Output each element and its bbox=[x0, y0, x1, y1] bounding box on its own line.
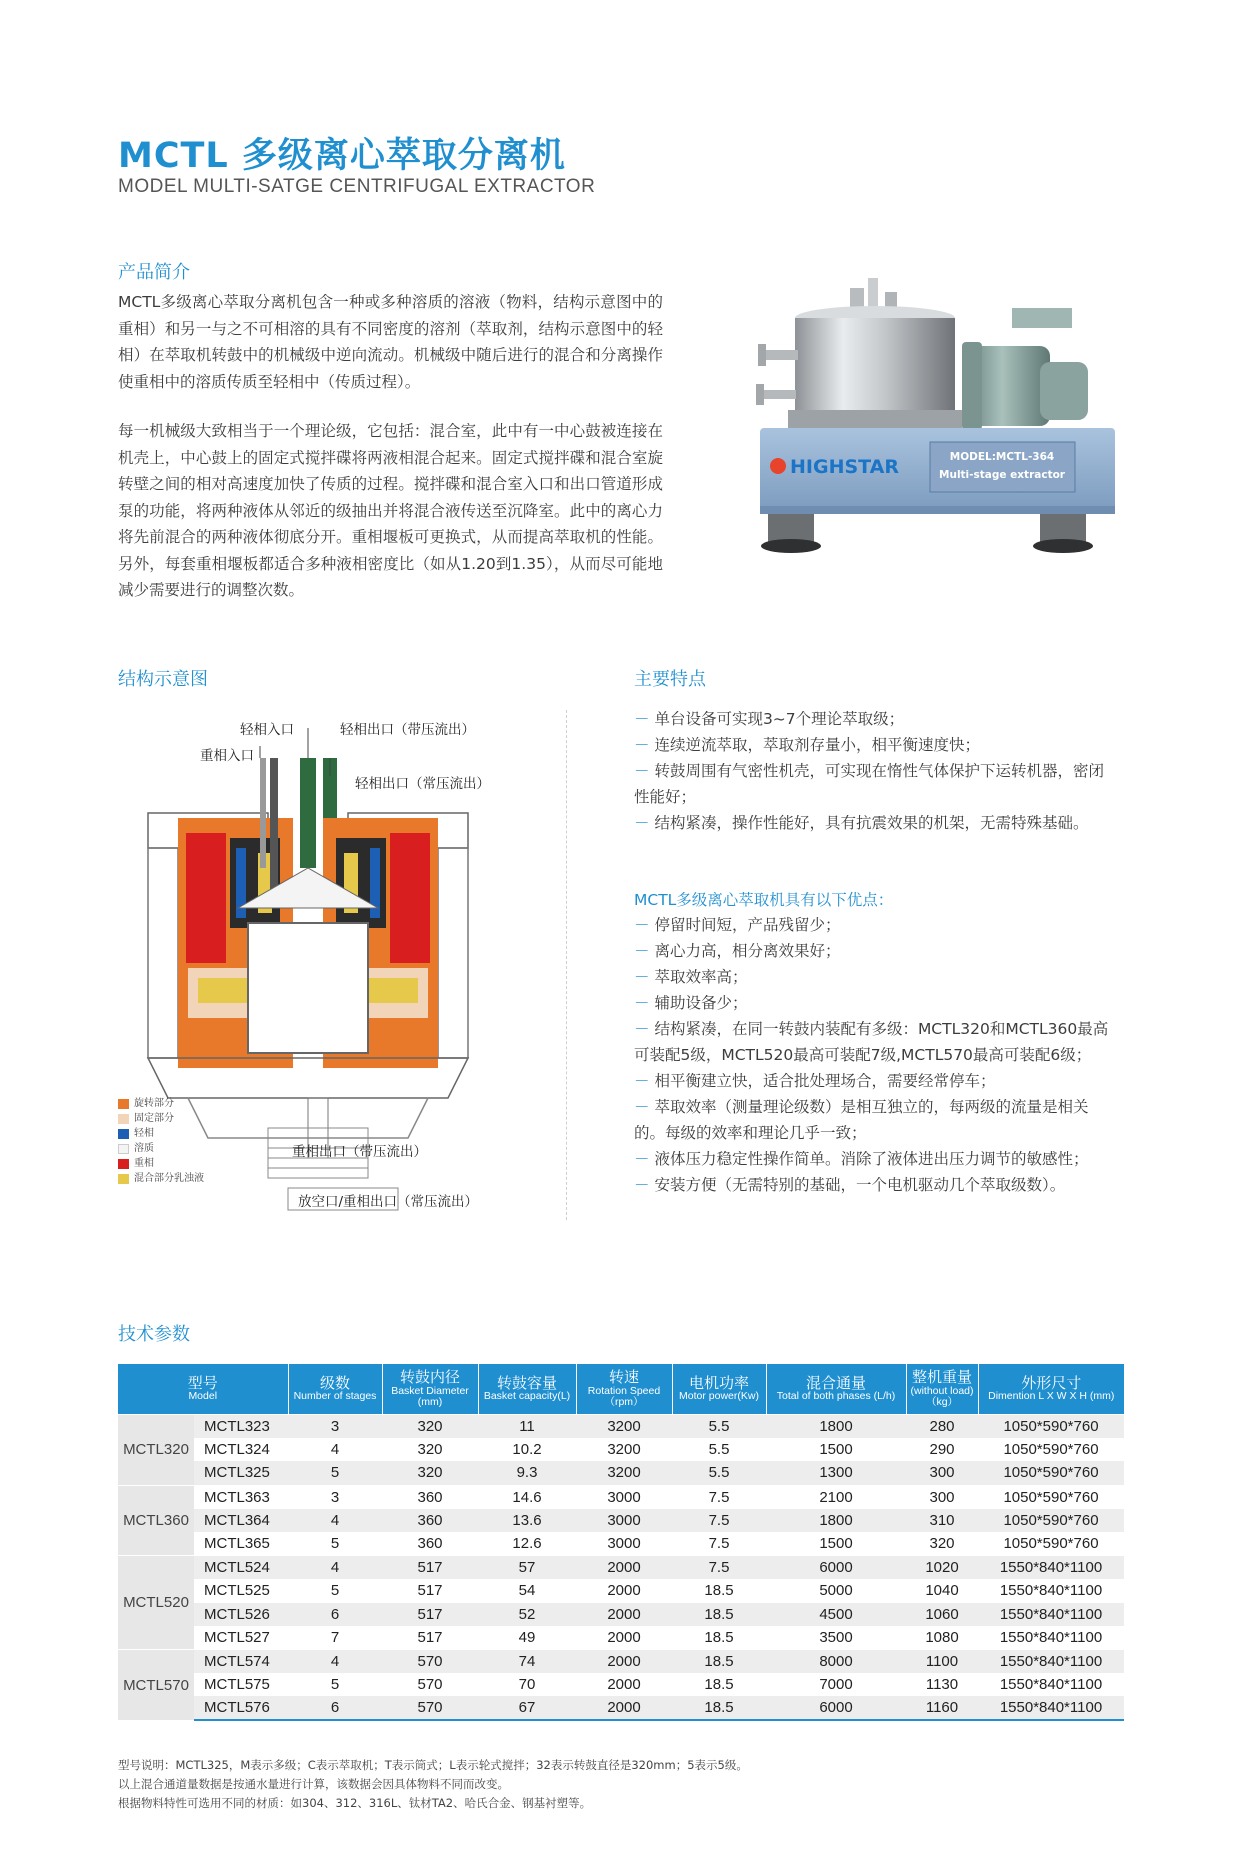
table-cell: 49 bbox=[518, 1628, 536, 1646]
table-cell: 1050*590*760 bbox=[978, 1509, 1124, 1532]
legend-item: 固定部分 bbox=[118, 1111, 204, 1126]
table-cell: 5.5 bbox=[708, 1441, 730, 1459]
table-cell: 2000 bbox=[576, 1649, 672, 1673]
table-cell: 5.5 bbox=[672, 1461, 766, 1485]
note-line: 型号说明：MCTL325，M表示多级；C表示萃取机；T表示筒式；L表示轮式搅拌；32表示转鼓直径是320mm；5表示5级。 bbox=[118, 1758, 748, 1772]
column-header: 混合通量 Total of both phases (L/h) bbox=[766, 1364, 906, 1415]
table-cell: 310 bbox=[906, 1509, 978, 1532]
list-item: － 结构紧凑，操作性能好，具有抗震效果的机架，无需特殊基础。 bbox=[634, 814, 1089, 832]
table-cell: 1300 bbox=[766, 1461, 906, 1485]
model-cell: MCTL363 bbox=[194, 1485, 288, 1509]
table-cell: 300 bbox=[906, 1485, 978, 1509]
features-heading: 主要特点 bbox=[634, 669, 706, 690]
table-cell: 1550*840*1100 bbox=[978, 1696, 1124, 1720]
table-cell: 1550*840*1100 bbox=[978, 1556, 1124, 1580]
page-title: MCTL 多级离心萃取分离机 bbox=[118, 136, 566, 176]
table-cell: 5000 bbox=[819, 1582, 853, 1600]
model-cell: MCTL364 bbox=[194, 1509, 288, 1532]
model-cell: MCTL575 bbox=[204, 1676, 270, 1694]
table-cell: 570 bbox=[382, 1649, 478, 1673]
table-row bbox=[118, 1673, 1124, 1696]
legend-item: 混合部分乳浊液 bbox=[118, 1171, 204, 1186]
table-cell: 320 bbox=[417, 1441, 443, 1459]
model-cell: MCTL526 bbox=[194, 1603, 288, 1626]
table-cell: 7.5 bbox=[672, 1556, 766, 1580]
list-item: － 单台设备可实现3~7个理论萃取级； bbox=[634, 710, 905, 728]
table-cell: 13.6 bbox=[478, 1509, 576, 1532]
note-line: 根据物料特性可选用不同的材质：如304、312、316L、钛材TA2、哈氏合金、钢基衬塑等。 bbox=[118, 1796, 592, 1810]
nameplate-model: MODEL:MCTL-364 bbox=[949, 451, 1055, 463]
table-row bbox=[118, 1626, 1124, 1650]
list-item: － 萃取效率高； bbox=[634, 968, 748, 986]
column-header: 型号 Model bbox=[118, 1364, 288, 1415]
table-cell: 11 bbox=[478, 1415, 576, 1439]
label-light-inlet: 轻相入口 bbox=[240, 722, 294, 738]
column-header: 电机功率 Motor power(Kw) bbox=[672, 1364, 766, 1415]
table-cell: 517 bbox=[382, 1556, 478, 1580]
model-cell: MCTL527 bbox=[204, 1628, 270, 1646]
table-cell: 3000 bbox=[607, 1535, 641, 1553]
label-light-outlet-normal: 轻相出口（常压流出） bbox=[355, 776, 490, 792]
list-item: － 停留时间短，产品残留少； bbox=[634, 916, 841, 934]
table-cell: 1080 bbox=[925, 1628, 959, 1646]
table-cell: 2000 bbox=[607, 1628, 641, 1646]
table-cell: 12.6 bbox=[512, 1535, 542, 1553]
table-cell: 4500 bbox=[766, 1603, 906, 1626]
table-cell: 517 bbox=[382, 1603, 478, 1626]
table-row bbox=[118, 1532, 1124, 1556]
table-cell: 360 bbox=[382, 1509, 478, 1532]
table-cell: 7000 bbox=[819, 1676, 853, 1694]
table-cell: 2000 bbox=[576, 1603, 672, 1626]
structure-heading: 结构示意图 bbox=[118, 669, 208, 690]
table-cell: 1550*840*1100 bbox=[999, 1628, 1103, 1646]
list-item: － 液体压力稳定性操作简单。消除了液体进出压力调节的敏感性； bbox=[634, 1150, 1089, 1168]
table-cell: 1040 bbox=[925, 1582, 959, 1600]
model-cell: MCTL525 bbox=[204, 1582, 270, 1600]
table-header-row bbox=[118, 1364, 1124, 1415]
table-cell: 2000 bbox=[607, 1676, 641, 1694]
list-item: － 转鼓周围有气密性机壳，可实现在惰性气体保护下运转机器，密闭性能好； bbox=[634, 762, 1104, 806]
table-row bbox=[118, 1696, 1124, 1720]
table-cell: 6000 bbox=[766, 1696, 906, 1720]
list-item: － 安装方便（无需特别的基础，一个电机驱动几个萃取级数）。 bbox=[634, 1176, 1066, 1194]
table-cell: 67 bbox=[478, 1696, 576, 1720]
table-cell: 70 bbox=[518, 1676, 536, 1694]
table-cell: 7.5 bbox=[672, 1509, 766, 1532]
table-cell: 10.2 bbox=[512, 1441, 542, 1459]
table-cell: 5 bbox=[330, 1535, 340, 1553]
column-header: 级数 Number of stages bbox=[288, 1364, 382, 1415]
table-cell: 3200 bbox=[607, 1441, 641, 1459]
table-cell: 6000 bbox=[766, 1556, 906, 1580]
table-cell: 3000 bbox=[576, 1485, 672, 1509]
table-cell: 1550*840*1100 bbox=[999, 1676, 1103, 1694]
table-cell: 4 bbox=[288, 1649, 382, 1673]
table-cell: 2000 bbox=[576, 1556, 672, 1580]
table-cell: 1500 bbox=[819, 1535, 853, 1553]
table-cell: 1130 bbox=[925, 1676, 959, 1694]
model-cell: MCTL325 bbox=[194, 1461, 288, 1485]
table-cell: 1060 bbox=[906, 1603, 978, 1626]
table-row bbox=[118, 1649, 1124, 1673]
legend-item: 重相 bbox=[118, 1156, 204, 1171]
table-cell: 570 bbox=[382, 1696, 478, 1720]
table-cell: 320 bbox=[382, 1415, 478, 1439]
table-cell: 360 bbox=[382, 1485, 478, 1509]
table-cell: 6 bbox=[288, 1696, 382, 1720]
table-row bbox=[118, 1579, 1124, 1602]
list-item: － 辅助设备少； bbox=[634, 994, 748, 1012]
table-cell: 517 bbox=[417, 1582, 443, 1600]
table-cell: 52 bbox=[478, 1603, 576, 1626]
legend-item: 轻相 bbox=[118, 1126, 204, 1141]
table-cell: 18.5 bbox=[704, 1582, 734, 1600]
column-header: 转鼓容量 Basket capacity(L) bbox=[478, 1364, 576, 1415]
table-cell: 3 bbox=[288, 1415, 382, 1439]
table-cell: 5 bbox=[330, 1676, 340, 1694]
table-cell: 570 bbox=[417, 1676, 443, 1694]
table-cell: 2000 bbox=[576, 1696, 672, 1720]
table-cell: 1800 bbox=[766, 1509, 906, 1532]
advantages-heading: MCTL多级离心萃取机具有以下优点： bbox=[634, 891, 894, 909]
table-cell: 18.5 bbox=[672, 1603, 766, 1626]
advantages-list bbox=[634, 912, 1116, 1198]
model-cell: MCTL574 bbox=[194, 1649, 288, 1673]
group-cell: MCTL570 bbox=[118, 1649, 194, 1720]
model-cell: MCTL323 bbox=[194, 1415, 288, 1439]
table-cell: 300 bbox=[906, 1461, 978, 1485]
legend-item: 溶质 bbox=[118, 1141, 204, 1156]
table-cell: 360 bbox=[417, 1535, 443, 1553]
list-item: － 萃取效率（测量理论级数）是相互独立的，每两级的流量是相关的。每级的效率和理论几乎一致； bbox=[634, 1098, 1089, 1142]
table-cell: 3500 bbox=[819, 1628, 853, 1646]
table-cell: 280 bbox=[906, 1415, 978, 1439]
table-cell: 18.5 bbox=[672, 1649, 766, 1673]
brand-name: HIGHSTAR bbox=[790, 456, 899, 478]
group-cell: MCTL320 bbox=[118, 1415, 194, 1486]
table-row bbox=[118, 1438, 1124, 1461]
table-cell: 6 bbox=[288, 1603, 382, 1626]
table-cell: 1020 bbox=[906, 1556, 978, 1580]
intro-heading: 产品简介 bbox=[118, 262, 190, 283]
table-cell: 2100 bbox=[766, 1485, 906, 1509]
table-cell: 1800 bbox=[766, 1415, 906, 1439]
table-cell: 7 bbox=[330, 1628, 340, 1646]
table-cell: 5 bbox=[288, 1461, 382, 1485]
model-cell: MCTL324 bbox=[204, 1441, 270, 1459]
table-cell: 320 bbox=[382, 1461, 478, 1485]
table-cell: 3200 bbox=[576, 1461, 672, 1485]
list-item: － 结构紧凑，在同一转鼓内装配有多级：MCTL320和MCTL360最高可装配5级，MCTL520最高可装配7级,MCTL570最高可装配6级； bbox=[634, 1020, 1109, 1064]
table-cell: 4 bbox=[330, 1441, 340, 1459]
table-row bbox=[118, 1509, 1124, 1532]
column-header: 转鼓内径 Basket Diameter (mm) bbox=[382, 1364, 478, 1415]
brand-logo-icon bbox=[770, 458, 786, 474]
table-cell: 5 bbox=[330, 1582, 340, 1600]
features-list bbox=[634, 706, 1116, 836]
table-cell: 7.5 bbox=[708, 1535, 730, 1553]
specs-heading: 技术参数 bbox=[118, 1324, 190, 1345]
table-cell: 18.5 bbox=[672, 1696, 766, 1720]
table-cell: 18.5 bbox=[704, 1628, 734, 1646]
column-divider bbox=[566, 710, 567, 1220]
intro-paragraph-1: MCTL多级离心萃取分离机包含一种或多种溶质的溶液（物料，结构示意图中的重相）和另一与之不可相溶的具有不同密度的溶剂（萃取剂，结构示意图中的轻相）在萃取机转鼓中的机械级中逆向流动。机械级中随后进行的混合和分离操作使重相中的溶质传质至轻相中（传质过程）。 bbox=[118, 293, 663, 391]
table-cell: 3000 bbox=[576, 1509, 672, 1532]
table-cell: 320 bbox=[929, 1535, 955, 1553]
table-cell: 74 bbox=[478, 1649, 576, 1673]
table-cell: 14.6 bbox=[478, 1485, 576, 1509]
table-cell: 7.5 bbox=[672, 1485, 766, 1509]
legend-item: 旋转部分 bbox=[118, 1096, 204, 1111]
table-cell: 2000 bbox=[607, 1582, 641, 1600]
table-cell: 1050*590*760 bbox=[978, 1461, 1124, 1485]
list-item: － 连续逆流萃取，萃取剂存量小，相平衡速度快； bbox=[634, 736, 980, 754]
table-cell: 1550*840*1100 bbox=[978, 1649, 1124, 1673]
column-header: 整机重量 (without load)（kg） bbox=[906, 1364, 978, 1415]
product-photo bbox=[740, 270, 1130, 590]
table-cell: 1160 bbox=[906, 1696, 978, 1720]
table-cell: 18.5 bbox=[704, 1676, 734, 1694]
table-cell: 54 bbox=[518, 1582, 536, 1600]
table-cell: 8000 bbox=[766, 1649, 906, 1673]
table-cell: 290 bbox=[929, 1441, 955, 1459]
table-row bbox=[118, 1415, 1124, 1439]
label-heavy-inlet: 重相入口 bbox=[200, 748, 254, 764]
table-cell: 1500 bbox=[819, 1441, 853, 1459]
note-line: 以上混合通道量数据是按通水量进行计算，该数据会因具体物料不同而改变。 bbox=[118, 1777, 509, 1791]
table-row bbox=[118, 1603, 1124, 1626]
table-row bbox=[118, 1485, 1124, 1509]
table-cell: 517 bbox=[417, 1628, 443, 1646]
diagram-legend bbox=[118, 1096, 204, 1186]
table-cell: 3200 bbox=[576, 1415, 672, 1439]
table-cell: 1550*840*1100 bbox=[999, 1582, 1103, 1600]
list-item: － 离心力高，相分离效果好； bbox=[634, 942, 841, 960]
label-light-outlet-pressure: 轻相出口（带压流出） bbox=[340, 722, 475, 738]
table-cell: 5.5 bbox=[672, 1415, 766, 1439]
table-cell: 1550*840*1100 bbox=[978, 1603, 1124, 1626]
table-cell: 1050*590*760 bbox=[1003, 1535, 1099, 1553]
intro-paragraph-2: 每一机械级大致相当于一个理论级，它包括：混合室，此中有一中心鼓被连接在机壳上，中心鼓上的固定式搅拌碟将两液相混合起来。固定式搅拌碟和混合室旋转壁之间的相对高速度加快了传质的过程。搅拌碟和混合室入口和出口管道形成泵的功能，将两种液体从邻近的级抽出并将混合液传送至沉降室。此中的离心力将先前混合的两种液体彻底分开。重相堰板可更换式，从而提高萃取机的性能。另外，每套重相堰板都适合多种液相密度比（如从1.20到1.35），从而尽可能地减少需要进行的调整次数。 bbox=[118, 422, 663, 599]
model-cell: MCTL365 bbox=[204, 1535, 270, 1553]
model-cell: MCTL524 bbox=[194, 1556, 288, 1580]
specs-notes bbox=[118, 1756, 748, 1813]
column-header: 转速 Rotation Speed（rpm） bbox=[576, 1364, 672, 1415]
model-cell: MCTL576 bbox=[194, 1696, 288, 1720]
label-heavy-outlet-pressure: 重相出口（带压流出） bbox=[292, 1144, 427, 1160]
table-cell: 4 bbox=[288, 1509, 382, 1532]
table-cell: 3 bbox=[288, 1485, 382, 1509]
table-row bbox=[118, 1556, 1124, 1580]
specs-table bbox=[118, 1364, 1124, 1721]
table-cell: 1050*590*760 bbox=[978, 1415, 1124, 1439]
table-cell: 4 bbox=[288, 1556, 382, 1580]
nameplate-desc: Multi-stage extractor bbox=[939, 469, 1065, 481]
table-row bbox=[118, 1461, 1124, 1485]
label-drain-outlet: 放空口/重相出口（常压流出） bbox=[298, 1194, 479, 1210]
table-cell: 1050*590*760 bbox=[978, 1485, 1124, 1509]
list-item: － 相平衡建立快，适合批处理场合，需要经常停车； bbox=[634, 1072, 996, 1090]
page-subtitle: MODEL MULTI-SATGE CENTRIFUGAL EXTRACTOR bbox=[118, 176, 596, 197]
column-header: 外形尺寸 Dimention L X W X H (mm) bbox=[978, 1364, 1124, 1415]
table-cell: 1050*590*760 bbox=[1003, 1441, 1099, 1459]
table-cell: 57 bbox=[478, 1556, 576, 1580]
table-cell: 9.3 bbox=[478, 1461, 576, 1485]
group-cell: MCTL360 bbox=[118, 1485, 194, 1556]
table-cell: 1100 bbox=[906, 1649, 978, 1673]
group-cell: MCTL520 bbox=[118, 1556, 194, 1650]
